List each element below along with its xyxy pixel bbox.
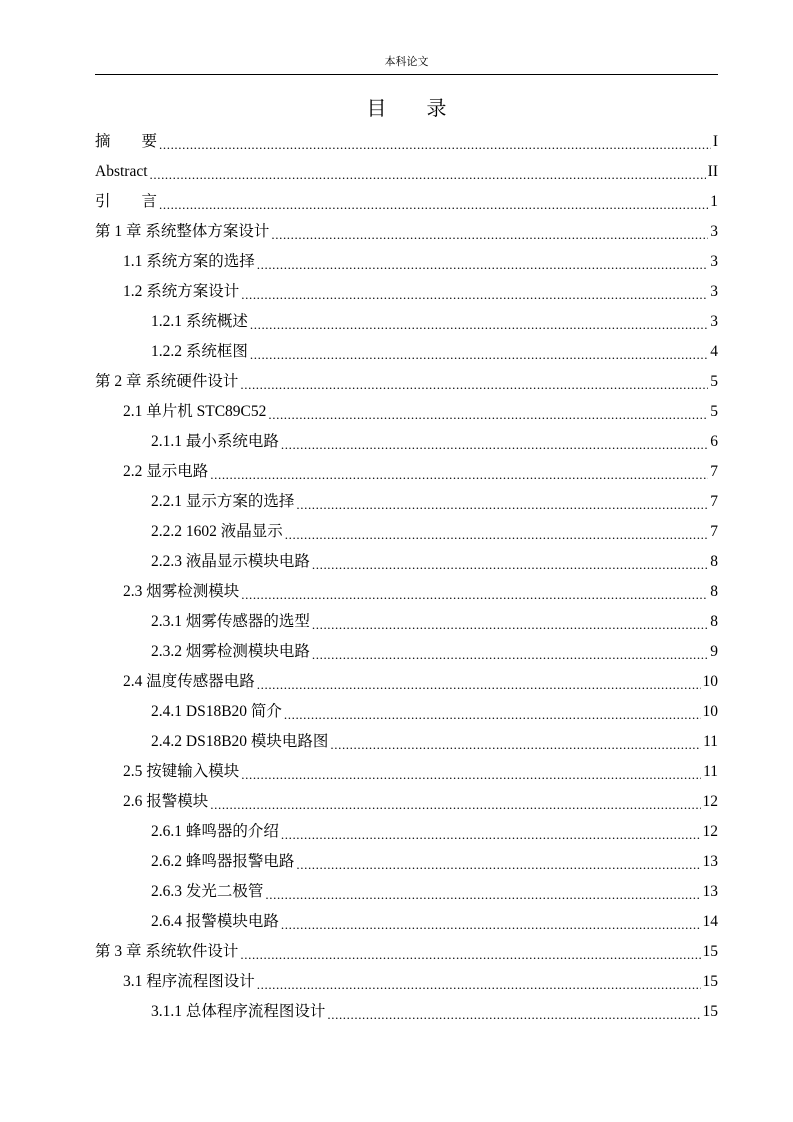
toc-entry-label: 3.1.1 总体程序流程图设计 bbox=[151, 1003, 326, 1020]
toc-dot-leader bbox=[159, 187, 708, 217]
toc-entry-page-number: 3 bbox=[710, 283, 718, 300]
toc-entry-page-number: 15 bbox=[702, 973, 718, 990]
toc-entry-page-number: I bbox=[712, 133, 718, 150]
toc-entry[interactable] bbox=[95, 517, 718, 547]
toc-dot-leader bbox=[312, 637, 708, 667]
toc-entry-page-number: 12 bbox=[702, 793, 718, 810]
toc-entry-page-number: 3 bbox=[710, 253, 718, 270]
toc-entry-page-number: 12 bbox=[702, 823, 718, 840]
toc-dot-leader bbox=[330, 727, 701, 757]
toc-entry[interactable] bbox=[95, 247, 718, 277]
toc-dot-leader bbox=[281, 427, 708, 457]
toc-entry-page-number: 5 bbox=[710, 403, 718, 420]
toc-entry-page-number: 14 bbox=[702, 913, 718, 930]
toc-entry[interactable] bbox=[95, 607, 718, 637]
toc-entry[interactable] bbox=[95, 847, 718, 877]
toc-entry-page-number: 3 bbox=[710, 223, 718, 240]
header-rule bbox=[95, 74, 718, 75]
toc-entry[interactable] bbox=[95, 457, 718, 487]
toc-entry-label: 2.4.1 DS18B20 简介 bbox=[151, 703, 282, 720]
toc-entry-label: 2.2.2 1602 液晶显示 bbox=[151, 523, 283, 540]
toc-dot-leader bbox=[284, 697, 701, 727]
toc-entry-label: 摘 要 bbox=[95, 133, 158, 150]
toc-entry-page-number: 13 bbox=[702, 853, 718, 870]
toc-entry-label: 3.1 程序流程图设计 bbox=[123, 973, 255, 990]
toc-entry[interactable] bbox=[95, 187, 718, 217]
toc-dot-leader bbox=[281, 907, 701, 937]
toc-entry[interactable] bbox=[95, 757, 718, 787]
toc-entry-page-number: 3 bbox=[710, 313, 718, 330]
toc-entry[interactable] bbox=[95, 817, 718, 847]
toc-entry-label: 1.2.1 系统概述 bbox=[151, 313, 248, 330]
toc-entry-label: 2.4 温度传感器电路 bbox=[123, 673, 255, 690]
toc-entry-label: 2.6.3 发光二极管 bbox=[151, 883, 264, 900]
toc-entry-label: Abstract bbox=[95, 163, 148, 180]
toc-entry-label: 2.5 按键输入模块 bbox=[123, 763, 240, 780]
toc-entry-page-number: 11 bbox=[703, 763, 718, 780]
toc-list bbox=[95, 127, 718, 1027]
toc-entry-label: 2.2 显示电路 bbox=[123, 463, 209, 480]
toc-entry-label: 2.6.2 蜂鸣器报警电路 bbox=[151, 853, 295, 870]
toc-entry[interactable] bbox=[95, 877, 718, 907]
toc-entry-page-number: 5 bbox=[710, 373, 718, 390]
toc-entry[interactable] bbox=[95, 967, 718, 997]
toc-title: 目录 bbox=[366, 98, 487, 120]
toc-entry-label: 2.6 报警模块 bbox=[123, 793, 209, 810]
toc-dot-leader bbox=[268, 397, 708, 427]
toc-entry[interactable] bbox=[95, 727, 718, 757]
toc-entry[interactable] bbox=[95, 937, 718, 967]
toc-entry-label: 2.4.2 DS18B20 模块电路图 bbox=[151, 733, 329, 750]
toc-dot-leader bbox=[312, 547, 708, 577]
toc-dot-leader bbox=[285, 517, 708, 547]
toc-entry-page-number: 8 bbox=[710, 583, 718, 600]
toc-entry[interactable] bbox=[95, 997, 718, 1027]
toc-entry-label: 第 2 章 系统硬件设计 bbox=[95, 373, 239, 390]
toc-entry-page-number: 7 bbox=[710, 493, 718, 510]
toc-entry[interactable] bbox=[95, 787, 718, 817]
toc-dot-leader bbox=[327, 997, 700, 1027]
toc-entry-page-number: 15 bbox=[702, 1003, 718, 1020]
toc-dot-leader bbox=[271, 217, 708, 247]
toc-dot-leader bbox=[150, 157, 706, 187]
toc-dot-leader bbox=[241, 757, 701, 787]
toc-entry[interactable] bbox=[95, 427, 718, 457]
toc-entry[interactable] bbox=[95, 397, 718, 427]
toc-dot-leader bbox=[210, 457, 708, 487]
toc-entry-page-number: 6 bbox=[710, 433, 718, 450]
toc-entry-page-number: 7 bbox=[710, 523, 718, 540]
toc-entry-page-number: 8 bbox=[710, 553, 718, 570]
toc-entry-label: 2.1.1 最小系统电路 bbox=[151, 433, 279, 450]
toc-entry-page-number: II bbox=[707, 163, 718, 180]
toc-entry[interactable] bbox=[95, 907, 718, 937]
toc-entry[interactable] bbox=[95, 307, 718, 337]
toc-entry-page-number: 13 bbox=[702, 883, 718, 900]
toc-dot-leader bbox=[210, 787, 700, 817]
toc-entry-label: 第 1 章 系统整体方案设计 bbox=[95, 223, 270, 240]
toc-entry-label: 2.6.4 报警模块电路 bbox=[151, 913, 279, 930]
toc-entry-page-number: 10 bbox=[702, 673, 718, 690]
toc-entry-label: 第 3 章 系统软件设计 bbox=[95, 943, 239, 960]
toc-dot-leader bbox=[265, 877, 700, 907]
toc-dot-leader bbox=[240, 937, 700, 967]
toc-entry-page-number: 8 bbox=[710, 613, 718, 630]
toc-dot-leader bbox=[159, 127, 711, 157]
toc-entry[interactable] bbox=[95, 337, 718, 367]
toc-entry[interactable] bbox=[95, 127, 718, 157]
toc-entry-page-number: 9 bbox=[710, 643, 718, 660]
page-header: 本科论文 bbox=[384, 56, 429, 68]
toc-dot-leader bbox=[240, 367, 708, 397]
toc-entry[interactable] bbox=[95, 217, 718, 247]
toc-entry-label: 2.2.3 液晶显示模块电路 bbox=[151, 553, 310, 570]
toc-entry[interactable] bbox=[95, 487, 718, 517]
toc-entry[interactable] bbox=[95, 667, 718, 697]
toc-dot-leader bbox=[296, 847, 700, 877]
toc-entry-page-number: 1 bbox=[710, 193, 718, 210]
toc-entry-label: 1.2 系统方案设计 bbox=[123, 283, 240, 300]
toc-entry-page-number: 11 bbox=[703, 733, 718, 750]
toc-dot-leader bbox=[241, 277, 708, 307]
toc-entry[interactable] bbox=[95, 637, 718, 667]
toc-dot-leader bbox=[250, 337, 708, 367]
toc-entry-label: 1.2.2 系统框图 bbox=[151, 343, 248, 360]
toc-entry[interactable] bbox=[95, 367, 718, 397]
toc-entry-page-number: 7 bbox=[710, 463, 718, 480]
toc-entry-label: 1.1 系统方案的选择 bbox=[123, 253, 255, 270]
toc-dot-leader bbox=[257, 667, 701, 697]
toc-entry[interactable] bbox=[95, 157, 718, 187]
toc-entry-page-number: 4 bbox=[710, 343, 718, 360]
toc-entry[interactable] bbox=[95, 697, 718, 727]
toc-entry-page-number: 10 bbox=[702, 703, 718, 720]
toc-dot-leader bbox=[257, 967, 701, 997]
toc-dot-leader bbox=[241, 577, 708, 607]
toc-entry-label: 引 言 bbox=[95, 193, 158, 210]
toc-dot-leader bbox=[281, 817, 701, 847]
toc-dot-leader bbox=[250, 307, 708, 337]
toc-dot-leader bbox=[312, 607, 708, 637]
toc-entry-label: 2.2.1 显示方案的选择 bbox=[151, 493, 295, 510]
toc-entry-label: 2.3.1 烟雾传感器的选型 bbox=[151, 613, 310, 630]
toc-dot-leader bbox=[257, 247, 708, 277]
toc-entry-label: 2.3.2 烟雾检测模块电路 bbox=[151, 643, 310, 660]
toc-entry-label: 2.6.1 蜂鸣器的介绍 bbox=[151, 823, 279, 840]
toc-dot-leader bbox=[296, 487, 708, 517]
toc-entry[interactable] bbox=[95, 277, 718, 307]
toc-entry[interactable] bbox=[95, 547, 718, 577]
toc-entry[interactable] bbox=[95, 577, 718, 607]
toc-entry-page-number: 15 bbox=[702, 943, 718, 960]
toc-entry-label: 2.3 烟雾检测模块 bbox=[123, 583, 240, 600]
toc-entry-label: 2.1 单片机 STC89C52 bbox=[123, 403, 267, 420]
